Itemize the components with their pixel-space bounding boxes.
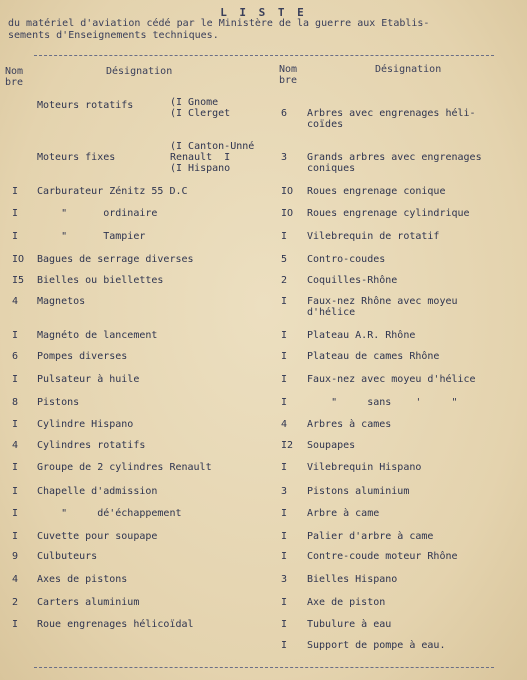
left-row-quantity: I xyxy=(12,531,19,542)
right-row-quantity: IO xyxy=(281,208,294,219)
right-row-designation: Pistons aluminium xyxy=(307,486,410,497)
right-row-designation: Soupapes xyxy=(307,440,356,451)
left-row-quantity: 8 xyxy=(12,397,19,408)
right-row-quantity: I xyxy=(281,296,288,307)
left-row-designation: Chapelle d'admission xyxy=(37,486,158,497)
left-row-designation: Carburateur Zénitz 55 D.C xyxy=(37,186,188,197)
right-row-designation: Contre-coude moteur Rhône xyxy=(307,551,458,562)
right-row-quantity: I2 xyxy=(281,440,294,451)
left-row-designation: Pistons xyxy=(37,397,80,408)
bottom-dashed-rule xyxy=(34,667,494,668)
header-left-nombre: Nom bre xyxy=(5,66,24,88)
left-row-designation: Pompes diverses xyxy=(37,351,128,362)
right-row-quantity: I xyxy=(281,462,288,473)
right-row-designation: Contro-coudes xyxy=(307,254,386,265)
left-row-designation: Moteurs fixes xyxy=(37,152,116,163)
right-row-designation: Plateau A.R. Rhône xyxy=(307,330,416,341)
subtitle-line-1: du matériel d'aviation cédé par le Ministère de la guerre aux Etablis- xyxy=(8,18,430,29)
right-row-designation: Support de pompe à eau. xyxy=(307,640,446,651)
right-row-quantity: I xyxy=(281,531,288,542)
right-row-quantity: I xyxy=(281,374,288,385)
document-title: L I S T E xyxy=(220,6,307,19)
right-row-designation: Roues engrenage conique xyxy=(307,186,446,197)
right-row-quantity: 4 xyxy=(281,419,288,430)
left-row-quantity: I xyxy=(12,462,19,473)
right-row-quantity: 3 xyxy=(281,152,288,163)
left-row-designation: Cylindres rotatifs xyxy=(37,440,146,451)
right-row-designation: Plateau de cames Rhône xyxy=(307,351,440,362)
right-row-quantity: 5 xyxy=(281,254,288,265)
right-row-quantity: IO xyxy=(281,186,294,197)
right-row-designation: Faux-nez Rhône avec moyeu d'hélice xyxy=(307,296,458,318)
right-row-designation: Axe de piston xyxy=(307,597,386,608)
right-row-designation: Vilebrequin de rotatif xyxy=(307,231,440,242)
subtitle-line-2: sements d'Enseignements techniques. xyxy=(8,30,219,41)
right-row-designation: Arbres avec engrenages héli- coïdes xyxy=(307,108,476,130)
left-row-quantity: I5 xyxy=(12,275,25,286)
right-row-designation: " sans ' " xyxy=(307,397,458,408)
left-row-quantity: IO xyxy=(12,254,25,265)
left-row-note: (I Canton-Unné Renault I (I Hispano xyxy=(170,141,255,174)
left-row-designation: Bagues de serrage diverses xyxy=(37,254,194,265)
right-row-designation: Vilebrequin Hispano xyxy=(307,462,422,473)
left-row-quantity: 4 xyxy=(12,574,19,585)
right-row-quantity: I xyxy=(281,231,288,242)
right-row-quantity: I xyxy=(281,330,288,341)
left-row-designation: Pulsateur à huile xyxy=(37,374,140,385)
left-row-designation: Carters aluminium xyxy=(37,597,140,608)
left-row-designation: " dé'échappement xyxy=(37,508,182,519)
left-row-designation: Cylindre Hispano xyxy=(37,419,134,430)
right-row-quantity: I xyxy=(281,351,288,362)
left-row-quantity: I xyxy=(12,231,19,242)
left-row-designation: " ordinaire xyxy=(37,208,158,219)
left-row-designation: Axes de pistons xyxy=(37,574,128,585)
left-row-quantity: I xyxy=(12,186,19,197)
document-subtitle xyxy=(8,18,518,42)
left-row-quantity: 6 xyxy=(12,351,19,362)
left-row-quantity: I xyxy=(12,374,19,385)
left-row-quantity: 9 xyxy=(12,551,19,562)
right-row-designation: Roues engrenage cylindrique xyxy=(307,208,470,219)
left-row-quantity: 2 xyxy=(12,597,19,608)
left-row-designation: Groupe de 2 cylindres Renault xyxy=(37,462,212,473)
left-row-quantity: I xyxy=(12,619,19,630)
header-left-designation: Désignation xyxy=(106,66,173,77)
left-row-quantity: I xyxy=(12,486,19,497)
left-row-designation: Moteurs rotatifs xyxy=(37,100,134,111)
header-right-nombre: Nom bre xyxy=(279,64,298,86)
left-row-designation: Magnetos xyxy=(37,296,86,307)
left-row-quantity: I xyxy=(12,419,19,430)
right-row-quantity: I xyxy=(281,551,288,562)
header-right-designation: Désignation xyxy=(375,64,442,75)
left-row-quantity: 4 xyxy=(12,440,19,451)
right-row-designation: Arbre à came xyxy=(307,508,380,519)
right-row-quantity: 3 xyxy=(281,486,288,497)
left-row-designation: " Tampier xyxy=(37,231,146,242)
right-row-quantity: 2 xyxy=(281,275,288,286)
right-row-quantity: I xyxy=(281,508,288,519)
right-row-quantity: I xyxy=(281,397,288,408)
left-row-designation: Roue engrenages hélicoïdal xyxy=(37,619,194,630)
right-row-quantity: I xyxy=(281,640,288,651)
left-row-quantity: I xyxy=(12,330,19,341)
right-row-designation: Faux-nez avec moyeu d'hélice xyxy=(307,374,476,385)
right-row-designation: Arbres à cames xyxy=(307,419,392,430)
left-row-designation: Magnéto de lancement xyxy=(37,330,158,341)
right-row-quantity: I xyxy=(281,597,288,608)
right-row-designation: Palier d'arbre à came xyxy=(307,531,434,542)
left-row-designation: Cuvette pour soupape xyxy=(37,531,158,542)
left-row-quantity: I xyxy=(12,508,19,519)
left-row-quantity: 4 xyxy=(12,296,19,307)
right-row-quantity: I xyxy=(281,619,288,630)
right-row-quantity: 6 xyxy=(281,108,288,119)
left-row-designation: Bielles ou biellettes xyxy=(37,275,164,286)
left-row-quantity: I xyxy=(12,208,19,219)
left-row-note: (I Gnome (I Clerget xyxy=(170,97,231,119)
right-row-designation: Tubulure à eau xyxy=(307,619,392,630)
right-row-designation: Coquilles-Rhône xyxy=(307,275,398,286)
right-row-designation: Grands arbres avec engrenages coniques xyxy=(307,152,482,174)
right-row-quantity: 3 xyxy=(281,574,288,585)
top-dashed-rule xyxy=(34,55,494,56)
left-row-designation: Culbuteurs xyxy=(37,551,98,562)
right-row-designation: Bielles Hispano xyxy=(307,574,398,585)
